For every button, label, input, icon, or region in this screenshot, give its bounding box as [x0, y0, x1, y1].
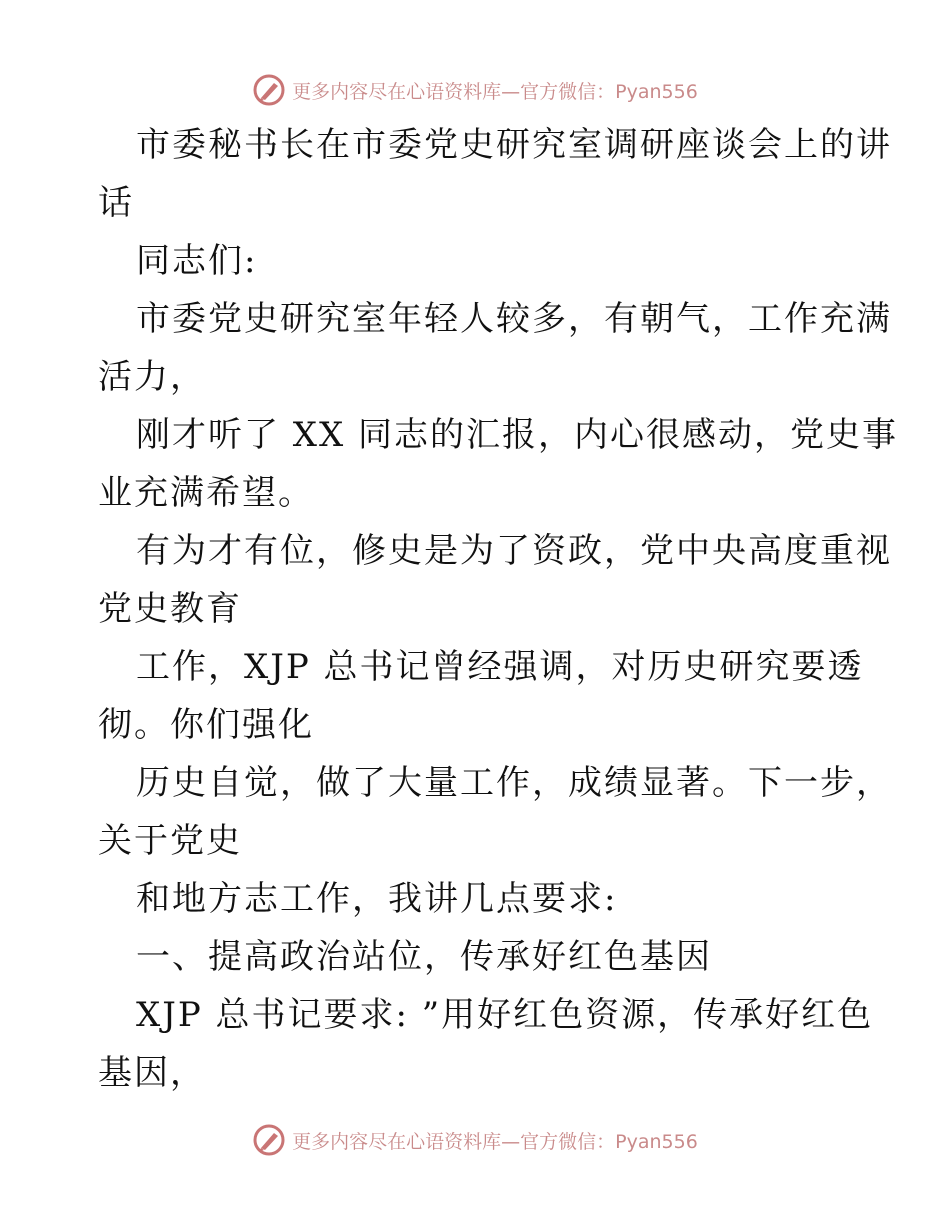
document-line: 同志们: [136, 241, 258, 281]
watermark-text: 更多内容尽在心语资料库—官方微信：Pyan556 [292, 1130, 698, 1153]
document-line: 话 [98, 183, 134, 223]
document-line: 基因， [98, 1053, 206, 1093]
document-line: 一、提高政治站位，传承好红色基因 [136, 937, 712, 977]
header-watermark [0, 70, 950, 110]
document-line: XJP 总书记要求: ”用好红色资源，传承好红色 [136, 995, 874, 1035]
document-line: 市委党史研究室年轻人较多，有朝气，工作充满 [136, 299, 892, 339]
watermark-text: 更多内容尽在心语资料库—官方微信：Pyan556 [292, 80, 698, 103]
document-line: 刚才听了 XX 同志的汇报，内心很感动，党史事 [136, 415, 899, 455]
document-line: 市委秘书长在市委党史研究室调研座谈会上的讲 [136, 125, 892, 165]
document-line: 和地方志工作，我讲几点要求: [136, 879, 618, 919]
document-line: 业充满希望。 [98, 473, 314, 513]
document-line: 党史教育 [98, 589, 242, 629]
pen-logo-icon [252, 73, 286, 107]
document-line: 有为才有位，修史是为了资政，党中央高度重视 [136, 531, 892, 571]
document-line: 活力， [98, 357, 206, 397]
document-line: 彻。你们强化 [98, 705, 314, 745]
document-line: 历史自觉，做了大量工作，成绩显著。下一步， [136, 763, 892, 803]
document-line: 关于党史 [98, 821, 242, 861]
footer-watermark [0, 1120, 950, 1160]
document-body [98, 116, 899, 1102]
document-line: 工作，XJP 总书记曾经强调，对历史研究要透 [136, 647, 864, 687]
pen-logo-icon [252, 1123, 286, 1157]
